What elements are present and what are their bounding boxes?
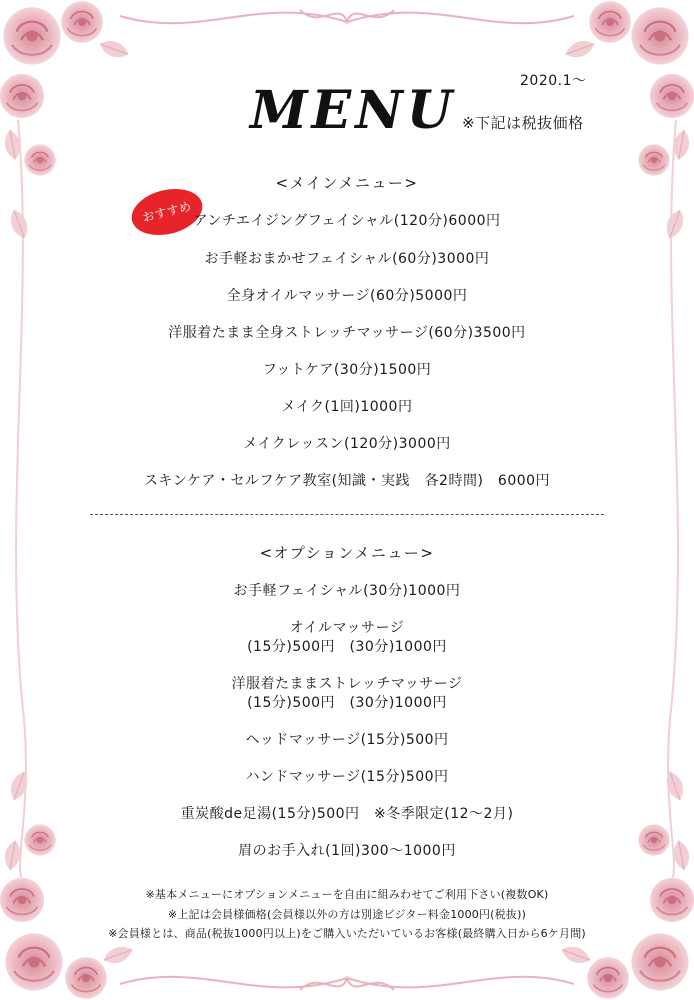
option-menu-item: ヘッドマッサージ(15分)500円 (245, 732, 449, 748)
option-menu-item-detail: (15分)500円 (30分)1000円 (247, 695, 447, 711)
main-menu-item: メイク(1回)1000円 (281, 399, 413, 415)
footnote: ※基本メニューにオプションメニューを自由に組みわせてご利用下さい(複数OK) (145, 888, 549, 901)
option-menu-heading: <オプションメニュー> (259, 544, 435, 562)
option-menu-item: 眉のお手入れ(1回)300〜1000円 (238, 843, 456, 859)
option-menu-item: 洋服着たままストレッチマッサージ (231, 676, 463, 692)
main-menu-heading: <メインメニュー> (275, 174, 419, 192)
option-menu-item: 重炭酸de足湯(15分)500円 ※冬季限定(12〜2月) (180, 806, 514, 822)
recommended-badge: おすすめ (127, 182, 208, 242)
footnote: ※上記は会員様価格(会員様以外の方は別途ビジター料金1000円(税抜)) (167, 908, 527, 921)
tax-note: ※下記は税抜価格 (462, 114, 584, 132)
main-menu-item: メイクレッスン(120分)3000円 (243, 436, 451, 452)
page-title: MENU (250, 80, 457, 141)
option-menu-item: オイルマッサージ (289, 620, 405, 636)
main-menu-item: お手軽おまかせフェイシャル(60分)3000円 (204, 251, 490, 267)
menu-date: 2020.1〜 (520, 73, 587, 89)
option-menu-item: ハンドマッサージ(15分)500円 (245, 769, 449, 785)
main-menu-item: 洋服着たまま全身ストレッチマッサージ(60分)3500円 (168, 325, 526, 341)
main-menu-item: アンチエイジングフェイシャル(120分)6000円 (193, 213, 501, 229)
main-menu-item: フットケア(30分)1500円 (262, 362, 432, 378)
footnote: ※会員様とは、商品(税抜1000円以上)をご購入いただいているお客様(最終購入日から6ケ月間) (108, 927, 586, 940)
option-menu-item: お手軽フェイシャル(30分)1000円 (233, 583, 461, 599)
main-menu-item: 全身オイルマッサージ(60分)5000円 (226, 288, 468, 304)
option-menu-item-detail: (15分)500円 (30分)1000円 (247, 639, 447, 655)
main-menu-item: スキンケア・セルフケア教室(知識・実践 各2時間) 6000円 (143, 473, 551, 489)
section-divider (90, 514, 604, 515)
